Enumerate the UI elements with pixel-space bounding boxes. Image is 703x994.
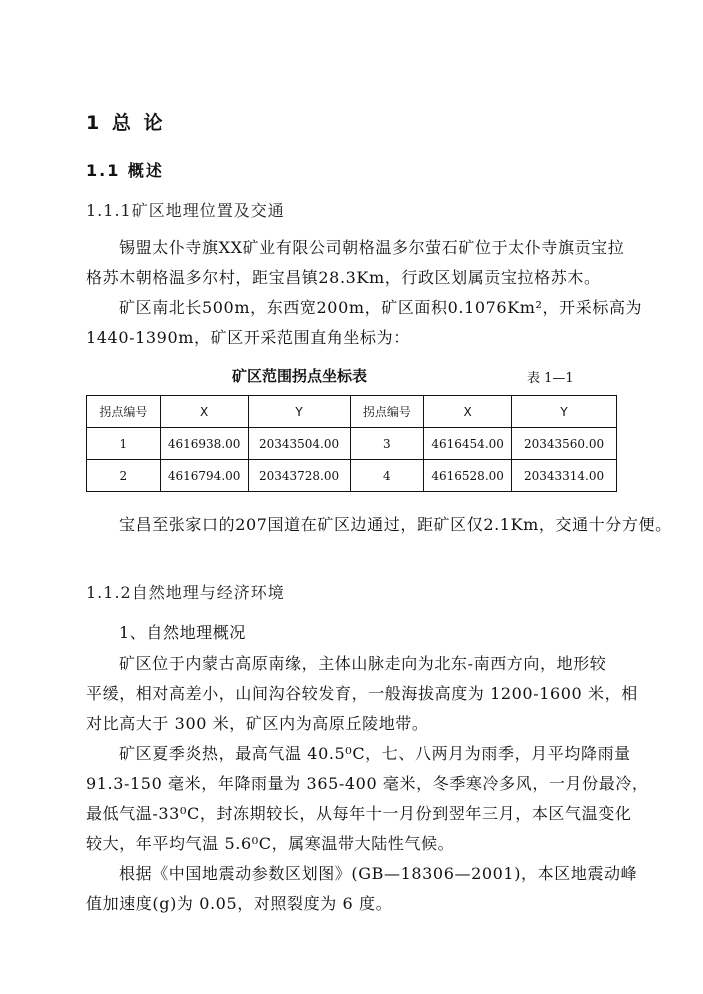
paragraph-line: 1440-1390m，矿区开采范围直角坐标为：	[86, 328, 410, 347]
table-cell: 20343314.00	[512, 460, 617, 492]
paragraph-line: 根据《中国地震动参数区划图》(GB—18306—2001)，本区地震动峰	[119, 864, 638, 883]
table-cell: 1	[87, 428, 161, 460]
table-row	[87, 428, 617, 460]
table-cell: 4616528.00	[424, 460, 512, 492]
table-cell: 20343504.00	[248, 428, 350, 460]
paragraph-line: 宝昌至张家口的207国道在矿区边通过，距矿区仅2.1Km，交通十分方便。	[119, 515, 672, 534]
header-cell: X	[160, 396, 248, 428]
table-cell: 20343560.00	[512, 428, 617, 460]
table-cell: 4616938.00	[160, 428, 248, 460]
header-cell: 拐点编号	[87, 396, 161, 428]
table-cell: 4616794.00	[160, 460, 248, 492]
table-cell: 4	[350, 460, 424, 492]
header-cell: Y	[512, 396, 617, 428]
table-cell: 2	[87, 460, 161, 492]
table-cell: 3	[350, 428, 424, 460]
table-header-row	[87, 396, 617, 428]
section-heading-overview: 1.1 概述	[86, 161, 164, 180]
subsection-heading-environment: 1.1.2自然地理与经济环境	[86, 583, 285, 602]
paragraph-line: 最低气温-33⁰C，封冻期较长，从每年十一月份到翌年三月，本区气温变化	[86, 804, 632, 823]
paragraph-line: 91.3-150 毫米，年降雨量为 365-400 毫米，冬季寒冷多风，一月份最冷，	[86, 774, 649, 793]
paragraph-line: 值加速度(g)为 0.05，对照裂度为 6 度。	[86, 894, 393, 913]
subsection-subtitle: 1、自然地理概况	[119, 623, 246, 642]
table-row	[87, 460, 617, 492]
chapter-heading: 1 总 论	[86, 112, 166, 134]
paragraph-line: 矿区南北长500m，东西宽200m，矿区面积0.1076Km²，开采标高为	[119, 298, 643, 317]
table-caption: 矿区范围拐点坐标表	[232, 367, 368, 385]
paragraph-line: 矿区夏季炎热，最高气温 40.5⁰C，七、八两月为雨季，月平均降雨量	[119, 744, 631, 763]
table-number: 表 1—1	[527, 371, 574, 386]
paragraph-line: 矿区位于内蒙古高原南缘，主体山脉走向为北东-南西方向，地形较	[119, 654, 607, 673]
header-cell: X	[424, 396, 512, 428]
paragraph-line: 对比高大于 300 米，矿区内为高原丘陵地带。	[86, 714, 429, 733]
coordinate-table	[86, 395, 617, 492]
paragraph-line: 平缓，相对高差小，山间沟谷较发育，一般海拔高度为 1200-1600 米，相	[86, 684, 638, 703]
header-cell: Y	[248, 396, 350, 428]
subsection-heading-location: 1.1.1矿区地理位置及交通	[86, 201, 285, 220]
header-cell: 拐点编号	[350, 396, 424, 428]
table-cell: 4616454.00	[424, 428, 512, 460]
paragraph-line: 较大，年平均气温 5.6⁰C，属寒温带大陆性气候。	[86, 834, 455, 853]
paragraph-line: 格苏木朝格温多尔村，距宝昌镇28.3Km，行政区划属贡宝拉格苏木。	[86, 268, 601, 287]
paragraph-line: 锡盟太仆寺旗XX矿业有限公司朝格温多尔萤石矿位于太仆寺旗贡宝拉	[119, 238, 625, 257]
table-cell: 20343728.00	[248, 460, 350, 492]
